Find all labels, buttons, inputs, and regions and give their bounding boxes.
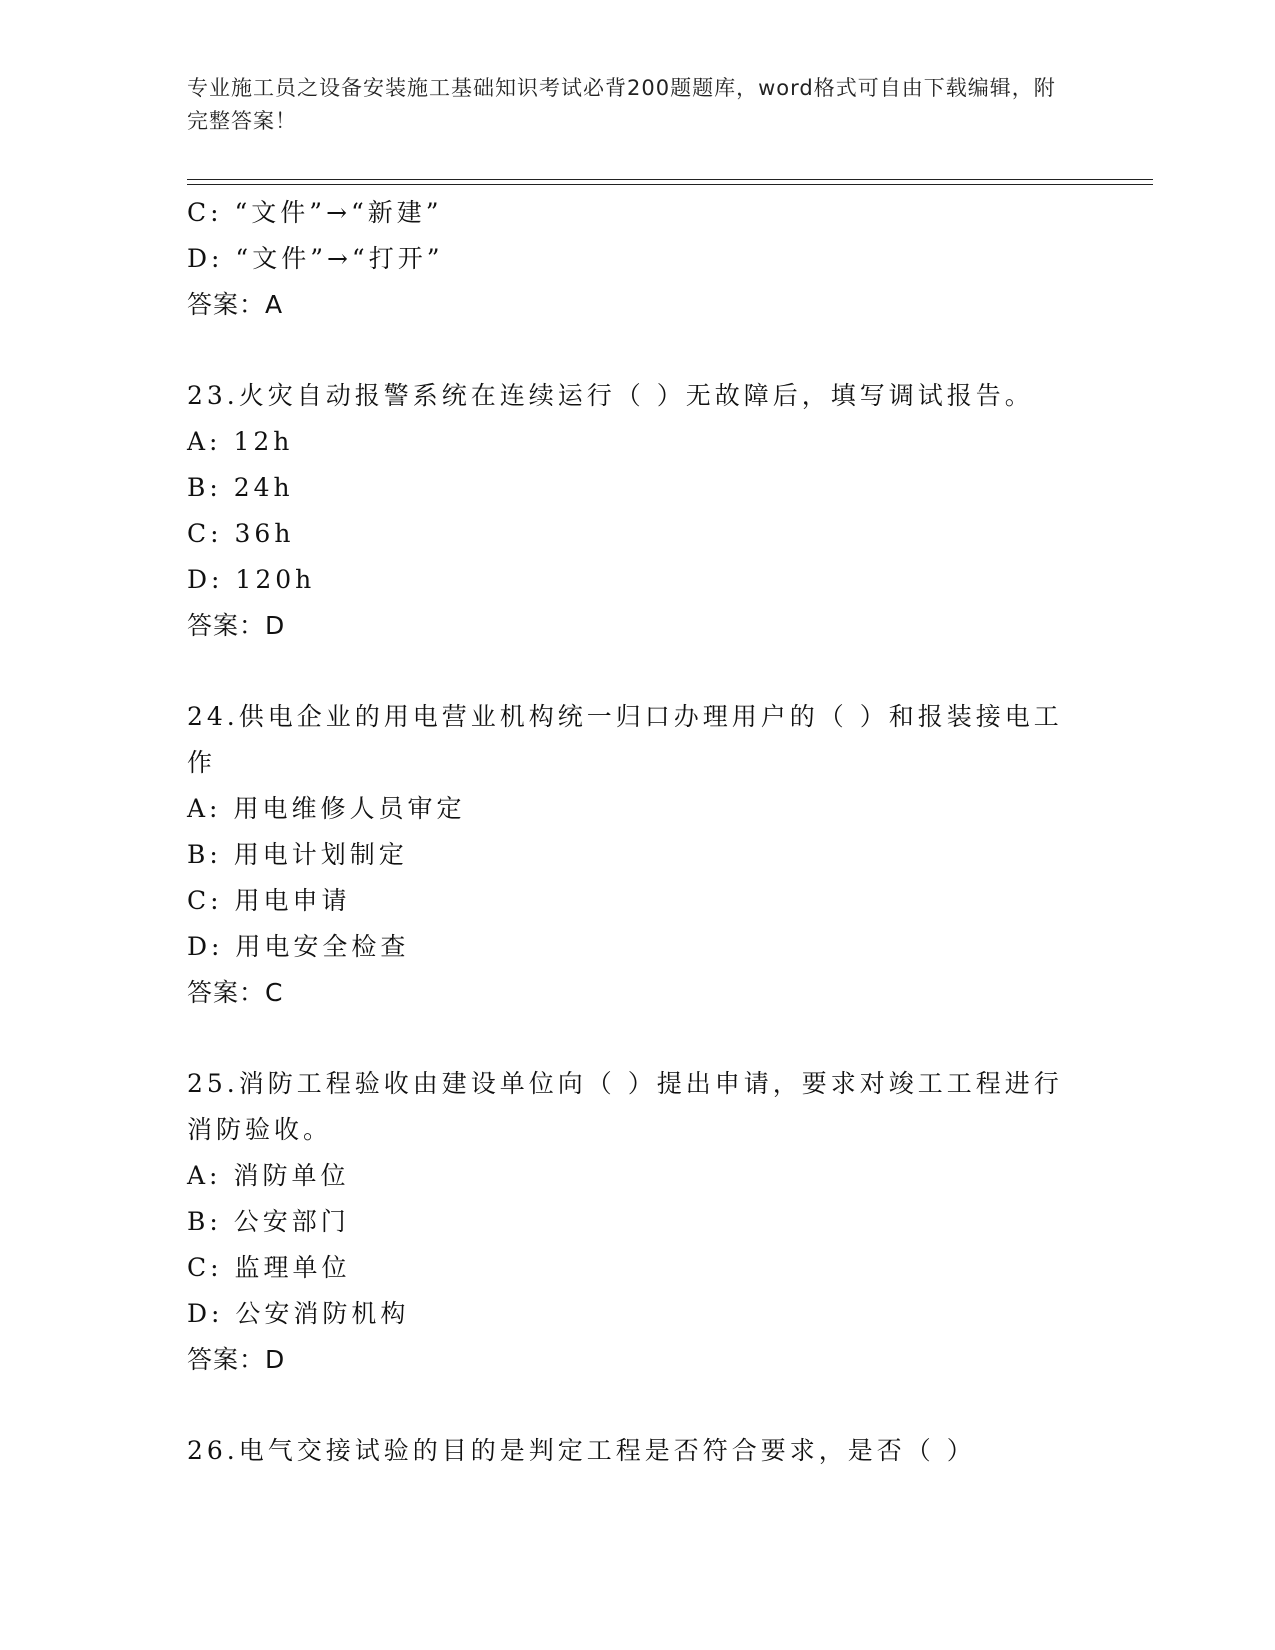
answer-line: 答案：D (187, 1345, 286, 1374)
option-letter: A: (187, 794, 222, 823)
option-b (187, 465, 1067, 511)
question-stem: 26.电气交接试验的目的是判定工程是否符合要求，是否（ ） (187, 1436, 976, 1465)
option-text: 公安消防机构 (235, 1299, 410, 1328)
option-letter: C: (187, 886, 223, 915)
option-letter: C: (187, 519, 223, 548)
answer-line: 答案：D (187, 611, 286, 640)
option-letter: B: (187, 473, 222, 502)
option-letter: D: (187, 1299, 224, 1328)
option-d (187, 1291, 1067, 1337)
option-c (187, 511, 1067, 557)
option-text: 用电安全检查 (235, 932, 410, 961)
option-text: 120h (235, 565, 316, 594)
option-b (187, 1199, 1067, 1245)
option-d (187, 236, 1067, 282)
option-letter: B: (187, 1207, 222, 1236)
option-letter: D: (187, 932, 224, 961)
question-stem: 24.供电企业的用电营业机构统一归口办理用户的（ ）和报装接电工作 (187, 702, 1063, 777)
question-22-continued (187, 190, 1067, 328)
option-a (187, 419, 1067, 465)
option-d (187, 924, 1067, 970)
option-a (187, 1153, 1067, 1199)
option-text: 消防单位 (233, 1161, 350, 1190)
option-text: 公安部门 (233, 1207, 350, 1236)
option-text: “文件”→“打开” (235, 244, 444, 273)
option-text: 12h (233, 427, 294, 456)
header-rule-bottom (187, 184, 1153, 185)
answer-line: 答案：C (187, 978, 284, 1007)
option-text: 用电计划制定 (233, 840, 408, 869)
option-d (187, 557, 1067, 603)
answer-line: 答案：A (187, 290, 284, 319)
option-c (187, 878, 1067, 924)
option-letter: C: (187, 1253, 223, 1282)
question-24 (187, 694, 1067, 1016)
option-b (187, 832, 1067, 878)
question-25 (187, 1061, 1067, 1383)
option-c (187, 190, 1067, 236)
option-text: 用电申请 (234, 886, 351, 915)
question-list (187, 190, 1067, 1474)
option-text: 24h (233, 473, 294, 502)
option-text: 用电维修人员审定 (233, 794, 466, 823)
option-letter: B: (187, 840, 222, 869)
question-stem: 23.火灾自动报警系统在连续运行（ ）无故障后，填写调试报告。 (187, 381, 1034, 410)
question-23 (187, 373, 1067, 649)
option-letter: A: (187, 427, 222, 456)
option-text: “文件”→“新建” (234, 198, 443, 227)
option-letter: A: (187, 1161, 222, 1190)
document-header: 专业施工员之设备安装施工基础知识考试必背200题题库，word格式可自由下载编辑，附完整答案！ (187, 76, 1056, 133)
option-letter: D: (187, 565, 224, 594)
option-letter: D: (187, 244, 224, 273)
option-c (187, 1245, 1067, 1291)
option-a (187, 786, 1067, 832)
question-26 (187, 1428, 1067, 1474)
header-rule-top (187, 179, 1153, 180)
question-stem: 25.消防工程验收由建设单位向（ ）提出申请，要求对竣工工程进行消防验收。 (187, 1069, 1063, 1144)
option-letter: C: (187, 198, 223, 227)
option-text: 监理单位 (234, 1253, 351, 1282)
option-text: 36h (234, 519, 295, 548)
